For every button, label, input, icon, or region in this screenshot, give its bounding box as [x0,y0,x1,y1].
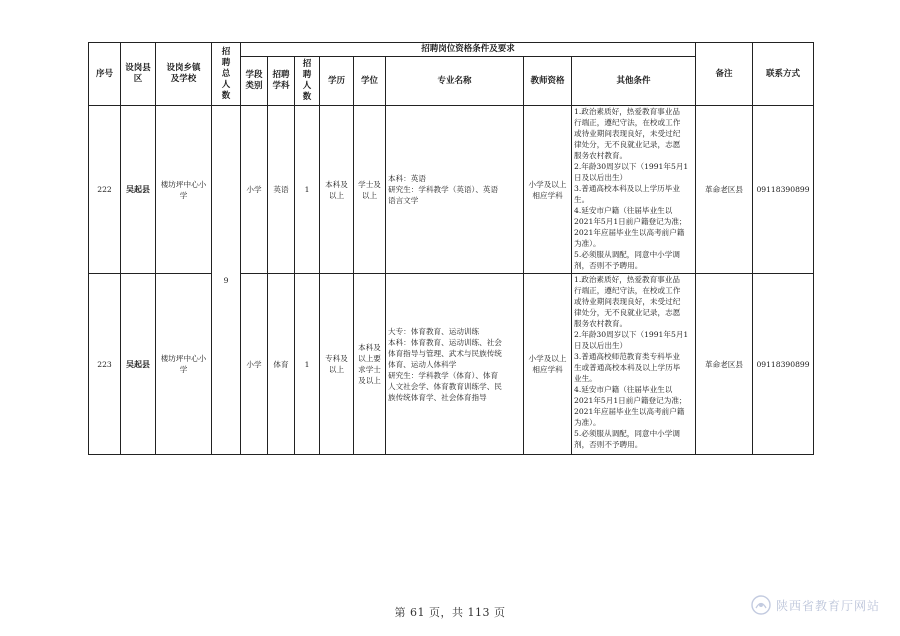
header-remark: 备注 [696,43,753,106]
cell-major: 本科：英语 研究生：学科教学（英语）、英语 语言文学 [386,106,524,274]
cell-education: 专科及 以上 [320,274,354,455]
cell-teacher-cert: 小学及以上 相应学科 [524,274,572,455]
cell-school: 楼坊坪中心小 学 [156,106,212,274]
table-row [89,274,814,455]
cell-seq: 223 [89,274,121,455]
header-seq: 序号 [89,43,121,106]
cell-education: 本科及 以上 [320,106,354,274]
header-major: 专业名称 [386,57,524,106]
header-qualification-group: 招聘岗位资格条件及要求 [241,43,696,57]
cell-stage: 小学 [241,106,268,274]
cell-remark: 革命老区县 [696,106,753,274]
cell-school: 楼坊坪中心小 学 [156,274,212,455]
cell-count: 1 [295,274,320,455]
cell-county: 吴起县 [121,106,156,274]
cell-other: 1.政治素质好，热爱教育事业品 行端正，遵纪守法，在校或工作 或待业期间表现良好，未受过纪 律处分，无不良就业记录，志愿 服务农村教育。 2.年龄30周岁以下（1991年5月1 日及以后出生） 3.普通高校本科及以上学历毕业 生。 4.延安市户籍（往届毕业生以 2021年5月1日前户籍登记为准； 2021年应届毕业生以高考前户籍 为准）。 5.必须服从调配，同意中小学调 剂，否则不予聘用。 [572,106,696,274]
header-county: 设岗县 区 [121,43,156,106]
page-number: 第 61 页，共 113 页 [394,606,506,619]
cell-degree: 学士及 以上 [354,106,386,274]
header-stage: 学段 类别 [241,57,268,106]
cell-other: 1.政治素质好，热爱教育事业品 行端正，遵纪守法，在校或工作 或待业期间表现良好，未受过纪 律处分，无不良就业记录，志愿 服务农村教育。 2.年龄30周岁以下（1991年5月1 日及以后出生） 3.普通高校师范教育类专科毕业 生或普通高校本科及以上学历毕 业生。 4.延安市户籍（往届毕业生以 2021年5月1日前户籍登记为准； 2021年应届毕业生以高考前户籍 为准）。 5.必须服从调配，同意中小学调 剂，否则不予聘用。 [572,274,696,455]
cell-count: 1 [295,106,320,274]
recruitment-table [88,42,814,455]
cell-degree: 本科及 以上要 求学士 及以上 [354,274,386,455]
header-other: 其他条件 [572,57,696,106]
header-count: 招 聘 人 数 [295,57,320,106]
cell-total: 9 [212,106,241,455]
cell-contact: 09118390899 [753,106,814,274]
cell-subject: 英语 [268,106,295,274]
cell-subject: 体育 [268,274,295,455]
site-watermark [750,594,880,616]
cell-remark: 革命老区县 [696,274,753,455]
header-degree: 学位 [354,57,386,106]
cell-teacher-cert: 小学及以上 相应学科 [524,106,572,274]
cell-major: 大专：体育教育、运动训练 本科：体育教育、运动训练、社会 体育指导与管理、武术与民族传统 体育、运动人体科学 研究生：学科教学（体育）、体育 人文社会学、体育教育训练学、民 族传统体育学、社会体育指导 [386,274,524,455]
header-education: 学历 [320,57,354,106]
cell-contact: 09118390899 [753,274,814,455]
watermark-text: 陕西省教育厅网站 [775,598,880,613]
cell-stage: 小学 [241,274,268,455]
header-total: 招 聘 总 人 数 [212,43,241,106]
cell-seq: 222 [89,106,121,274]
header-school: 设岗乡镇 及学校 [156,43,212,106]
header-contact: 联系方式 [753,43,814,106]
header-subject: 招聘 学科 [268,57,295,106]
table-row [89,106,814,274]
emblem-icon [750,594,772,616]
header-teacher-cert: 教师资格 [524,57,572,106]
cell-county: 吴起县 [121,274,156,455]
